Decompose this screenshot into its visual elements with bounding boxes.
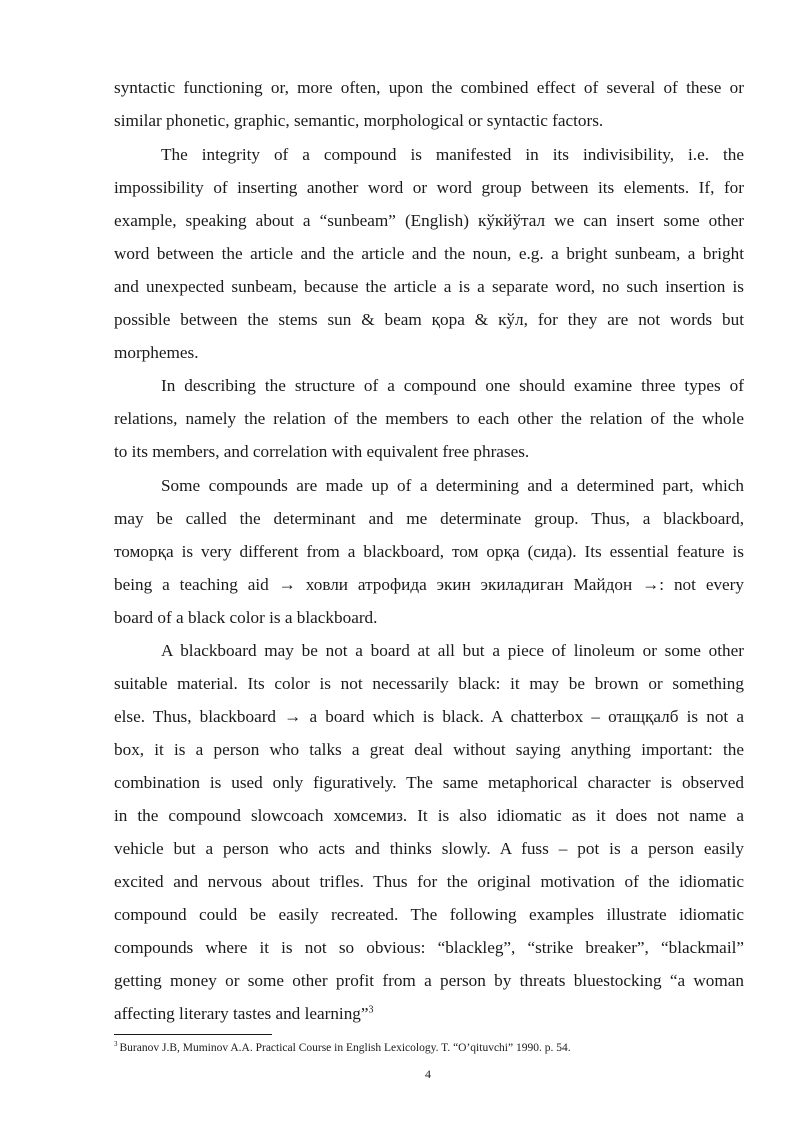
text-line: getting money or some other profit from a person by threats bluestocking “a woman — [114, 971, 744, 990]
text-line: syntactic functioning or, more often, upon the combined effect of several of these or — [114, 78, 744, 97]
text-line: vehicle but a person who acts and thinks slowly. A fuss – pot is a person easily — [114, 839, 744, 858]
text-line: excited and nervous about trifles. Thus for the original motivation of the idiomatic — [114, 872, 744, 891]
text-line: compound could be easily recreated. The following examples illustrate idiomatic — [114, 905, 744, 924]
text-line: to its members, and correlation with equivalent free phrases. — [114, 442, 530, 461]
text-line: else. Thus, blackboard → a board which is black. A chatterbox – отащқалб is not a — [114, 707, 744, 726]
text-line: Some compounds are made up of a determining and a determined part, which — [161, 476, 744, 495]
text-line: In describing the structure of a compound one should examine three types of — [161, 376, 744, 395]
text-line: similar phonetic, graphic, semantic, morphological or syntactic factors. — [114, 111, 604, 130]
text-line-content: affecting literary tastes and learning” — [114, 1004, 369, 1023]
footnote-separator — [114, 1034, 272, 1035]
text-line: combination is used only figuratively. The same metaphorical character is observed — [114, 773, 744, 792]
text-line: possible between the stems sun & beam қора & кўл, for they are not words but — [114, 310, 744, 329]
text-line: and unexpected sunbeam, because the article a is a separate word, no such insertion is — [114, 277, 744, 296]
text-line: The integrity of a compound is manifested in its indivisibility, i.e. the — [161, 145, 744, 164]
footnote-text: Buranov J.B, Muminov A.A. Practical Course in English Lexicology. T. “O’qituvchi” 1990. p. 54. — [119, 1042, 571, 1054]
text-line: example, speaking about a “sunbeam” (English) кўкйўтал we can insert some other — [114, 211, 744, 230]
text-line: being a teaching aid → ховли атрофида экин экиладиган Майдон →: not every — [114, 575, 744, 594]
footnote-marker: 3 — [114, 1040, 118, 1049]
text-line: compounds where it is not so obvious: “blackleg”, “strike breaker”, “blackmail” — [114, 938, 744, 957]
footnote — [114, 1041, 744, 1055]
text-line: morphemes. — [114, 343, 199, 362]
page-number: 4 — [425, 1067, 431, 1081]
text-line-with-footnote-ref — [114, 1004, 744, 1024]
text-line: томорқа is very different from a blackboard, том орқа (сида). Its essential feature is — [114, 542, 744, 561]
text-line: word between the article and the article and the noun, e.g. a bright sunbeam, a bright — [114, 244, 744, 263]
text-line: board of a black color is a blackboard. — [114, 608, 378, 627]
text-line: relations, namely the relation of the members to each other the relation of the whole — [114, 409, 744, 428]
text-line: impossibility of inserting another word or word group between its elements. If, for — [114, 178, 744, 197]
text-line: suitable material. Its color is not necessarily black: it may be brown or something — [114, 674, 744, 693]
footnote-reference[interactable]: 3 — [368, 1004, 374, 1016]
text-line: may be called the determinant and me determinate group. Thus, a blackboard, — [114, 509, 744, 528]
text-line: A blackboard may be not a board at all but a piece of linoleum or some other — [161, 641, 744, 660]
text-line: in the compound slowcoach хомсемиз. It is also idiomatic as it does not name a — [114, 806, 744, 825]
text-line: box, it is a person who talks a great deal without saying anything important: the — [114, 740, 744, 759]
